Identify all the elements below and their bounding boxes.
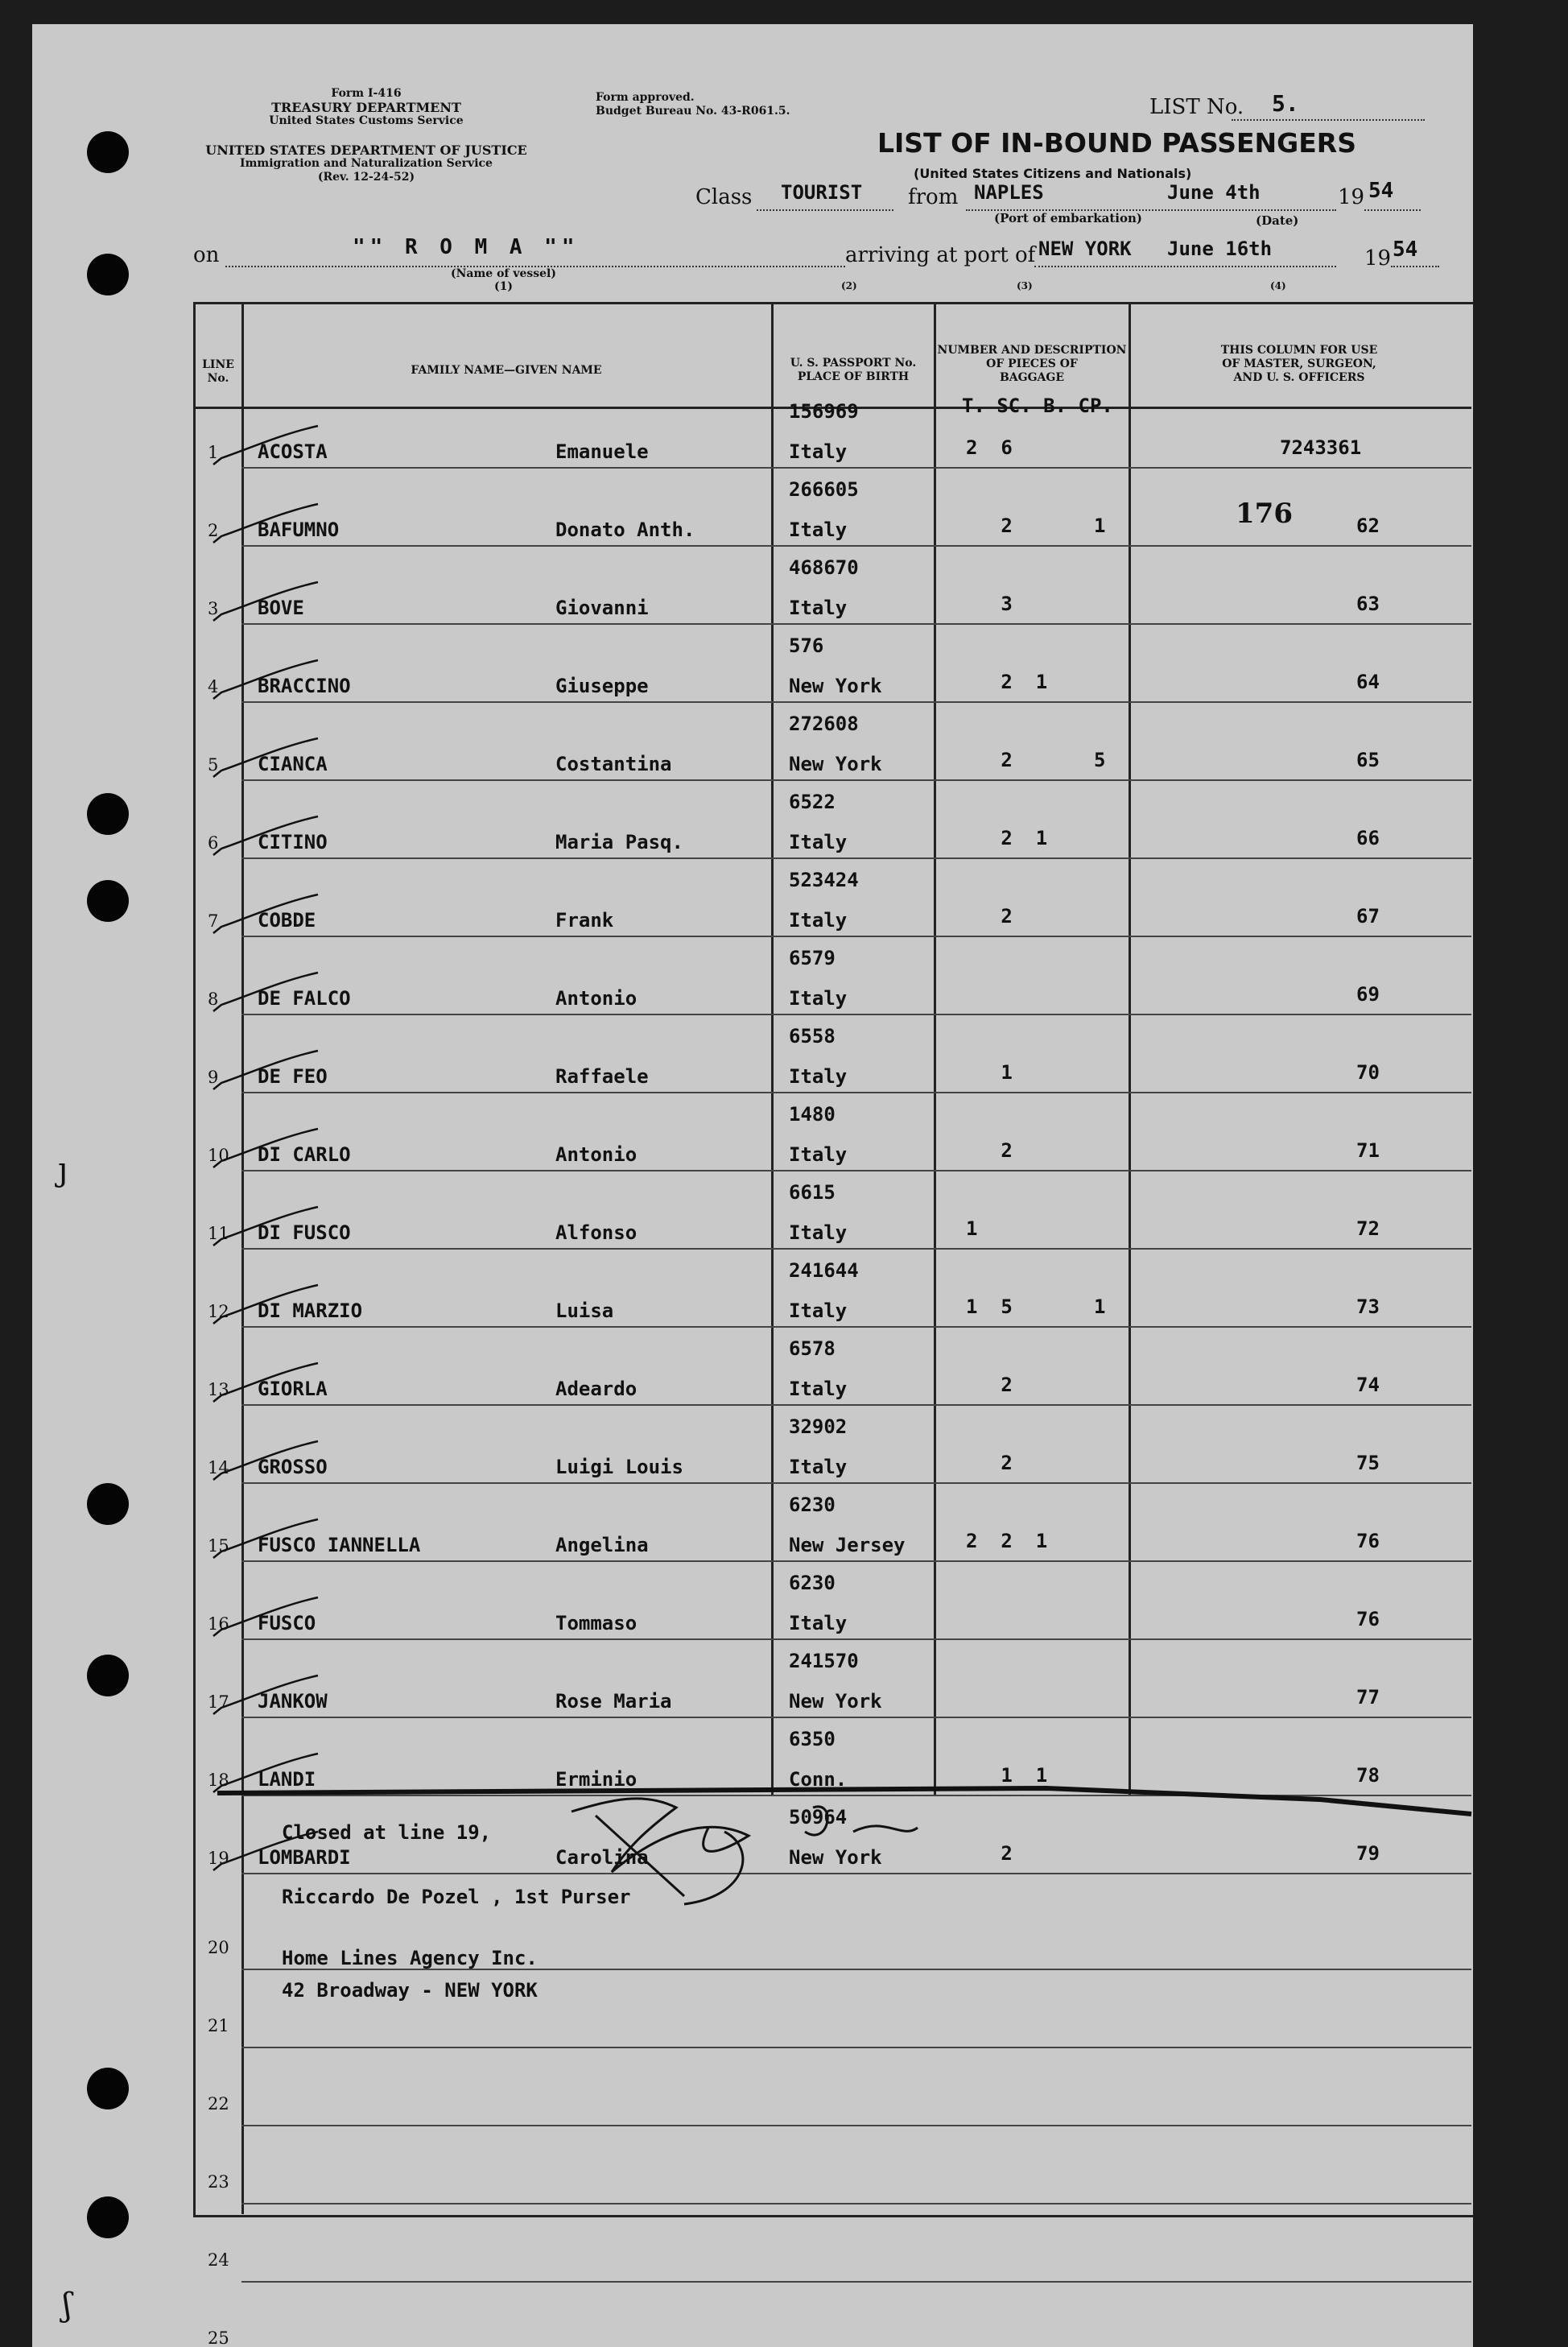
baggage-count: 1 [966,1217,978,1240]
row-number: 2 [208,521,219,540]
family-name: BOVE [258,597,304,619]
family-name: CIANCA [258,753,328,775]
family-name: COBDE [258,909,316,932]
col-num-2: (2) [841,280,857,291]
list-value: 5. [1272,90,1299,117]
row-number: 22 [208,2094,229,2114]
officer-note: 64 [1356,671,1380,693]
row-number: 7 [208,911,219,931]
officer-note: 63 [1356,593,1380,615]
row-number: 12 [208,1302,229,1321]
family-name: FUSCO [258,1612,316,1634]
vessel-caption: (Name of vessel) (1) [451,267,556,293]
binder-hole [87,1483,129,1525]
binder-hole [87,880,129,922]
place-of-birth: Italy [789,1221,848,1244]
given-name: Frank [555,909,614,932]
arriving-underline [1034,266,1336,267]
place-of-birth: Italy [789,1300,848,1322]
family-name: GIORLA [258,1378,328,1400]
class-value: TOURIST [781,181,863,204]
officer-note: 78 [1356,1764,1380,1787]
officer-note: 69 [1356,983,1380,1006]
place-of-birth: Italy [789,1065,848,1088]
place-of-birth: Italy [789,1143,848,1166]
row-number: 10 [208,1146,229,1165]
passport-number: 241570 [789,1650,859,1672]
row-number: 1 [208,443,219,462]
officer-note: 73 [1356,1295,1380,1318]
binder-hole [87,131,129,173]
passport-number: 6579 [789,947,836,969]
place-of-birth: Italy [789,831,848,853]
officer-annotation: 176 [1236,498,1293,530]
agency-line: Home Lines Agency Inc. [282,1947,538,1969]
row-number: 17 [208,1692,229,1712]
officer-note: 74 [1356,1374,1380,1396]
place-of-birth: Italy [789,987,848,1010]
col-head-name: FAMILY NAME—GIVEN NAME [411,364,602,377]
officer-note: 72 [1356,1217,1380,1240]
col-head-baggage: NUMBER AND DESCRIPTION OF PIECES OF BAGGAGE [937,344,1127,384]
place-of-birth: New York [789,1690,882,1713]
given-name: Carolina [555,1846,649,1869]
officer-note: 65 [1356,749,1380,771]
row-number: 5 [208,755,219,775]
col-num-4: (4) [1270,280,1286,291]
passenger-table [193,302,1473,2347]
binder-hole [87,2196,129,2238]
passport-number: 6522 [789,791,836,813]
baggage-count: 2 [966,1139,1013,1162]
place-of-birth: Italy [789,1378,848,1400]
on-label: on [193,243,220,267]
family-name: BAFUMNO [258,519,340,541]
closing-line: Closed at line 19, [282,1821,492,1844]
address-line: 42 Broadway - NEW YORK [282,1979,538,2002]
manifest-page [32,24,1473,2347]
passport-number: 1480 [789,1103,836,1126]
officer-note: 71 [1356,1139,1380,1162]
baggage-count: 1 1 [966,1764,1048,1787]
binder-hole [87,1655,129,1696]
passport-number: 468670 [789,556,859,579]
passport-number: 576 [789,634,824,657]
family-name: BRACCINO [258,675,351,697]
given-name: Giuseppe [555,675,649,697]
given-name: Antonio [555,987,638,1010]
passport-number: 50964 [789,1806,848,1828]
passport-number: 6230 [789,1494,836,1516]
binder-hole [87,2068,129,2109]
family-name: LANDI [258,1768,316,1791]
class-underline [757,209,893,211]
baggage-count: 1 5 1 [966,1295,1106,1318]
row-number: 13 [208,1380,229,1399]
passport-number: 6558 [789,1025,836,1047]
row-number: 8 [208,990,219,1009]
passport-number: 32902 [789,1415,848,1438]
signature-scribble [571,1799,918,1904]
baggage-type-header: T. SC. B. CP. [962,395,1113,417]
baggage-count: 2 1 [966,671,1048,693]
place-of-birth: Italy [789,1612,848,1634]
port-embark-caption: (Port of embarkation) [994,211,1142,225]
baggage-count: 2 [966,905,1013,928]
baggage-count: 2 5 [966,749,1106,771]
page-title: LIST OF IN-BOUND PASSENGERS [877,127,1356,159]
given-name: Luisa [555,1300,614,1322]
row-number: 15 [208,1536,229,1556]
given-name: Tommaso [555,1612,638,1634]
closing-rule [217,1788,1471,1814]
given-name: Maria Pasq. [555,831,683,853]
col-head-passport: U. S. PASSPORT No. PLACE OF BIRTH [790,357,917,383]
col-head-officers: THIS COLUMN FOR USE OF MASTER, SURGEON, AND U. S. OFFICERS [1220,344,1378,384]
row-number: 18 [208,1771,229,1790]
passport-number: 6615 [789,1181,836,1204]
row-number: 16 [208,1614,229,1634]
col-head-line-no: LINE No. [202,358,234,385]
form-block: Form I-416 TREASURY DEPARTMENT United States Customs Service [269,87,464,127]
passport-number: 6230 [789,1572,836,1594]
officer-note: 77 [1356,1686,1380,1709]
given-name: Adeardo [555,1378,638,1400]
row-number: 6 [208,833,219,853]
page-subtitle: (United States Citizens and Nationals) [914,166,1192,181]
officer-note: 66 [1356,827,1380,849]
place-of-birth: Italy [789,597,848,619]
row-number: 21 [208,2016,229,2035]
given-name: Antonio [555,1143,638,1166]
row-number: 24 [208,2250,229,2270]
place-of-birth: Conn. [789,1768,848,1791]
row-number: 20 [208,1938,229,1957]
date-caption: (Date) [1256,213,1299,228]
from-label: from [908,185,959,209]
place-of-birth: New Jersey [789,1534,906,1556]
baggage-count: 2 1 [966,827,1048,849]
officer-note: 76 [1356,1530,1380,1552]
row-number: 4 [208,677,219,696]
officer-note: 75 [1356,1452,1380,1474]
given-name: Erminio [555,1768,638,1791]
list-underline [1232,119,1425,121]
port-embark-value: NAPLES [974,181,1044,204]
place-of-birth: Italy [789,519,848,541]
year-underline-2 [1391,266,1439,267]
passport-number: 156969 [789,400,859,423]
officer-note: 62 [1356,514,1380,537]
passport-number: 6578 [789,1337,836,1360]
year-prefix-1: 19 [1338,185,1365,209]
place-of-birth: Italy [789,1456,848,1478]
family-name: LOMBARDI [258,1846,351,1869]
given-name: Raffaele [555,1065,649,1088]
col-num-3: (3) [1017,280,1033,291]
row-number: 3 [208,599,219,618]
given-name: Donato Anth. [555,519,695,541]
row-number: 23 [208,2172,229,2192]
purser-line: Riccardo De Pozel , 1st Purser [282,1886,631,1908]
officer-note: 7243361 [1280,436,1362,459]
given-name: Costantina [555,753,672,775]
passport-number: 6350 [789,1728,836,1750]
baggage-count: 3 [966,593,1013,615]
arrival-date-value: June 16th [1167,238,1273,260]
family-name: ACOSTA [258,440,328,463]
baggage-count: 2 2 1 [966,1530,1048,1552]
row-number: 11 [208,1224,229,1243]
list-label: LIST No. [1149,95,1244,119]
class-label: Class [695,185,753,209]
row-number: 14 [208,1458,229,1477]
officer-note: 76 [1356,1608,1380,1630]
date-embark-value: June 4th [1167,181,1261,204]
baggage-count: 1 [966,1061,1013,1084]
year-underline-1 [1364,209,1421,211]
row-number: 19 [208,1849,229,1868]
given-name: Angelina [555,1534,649,1556]
given-name: Rose Maria [555,1690,672,1713]
officer-note: 79 [1356,1842,1380,1865]
year-suffix-2: 54 [1393,238,1418,262]
vessel-value: "" R O M A "" [353,235,580,259]
family-name: DE FALCO [258,987,351,1010]
binder-hole [87,254,129,295]
passport-number: 241644 [789,1259,859,1282]
signature-drawing [193,302,1473,2214]
given-name: Emanuele [555,440,649,463]
family-name: DI FUSCO [258,1221,351,1244]
officer-note: 70 [1356,1061,1380,1084]
place-of-birth: New York [789,675,882,697]
officer-note: 67 [1356,905,1380,928]
approval-block: Form approved. Budget Bureau No. 43-R061.5. [596,91,790,118]
family-name: GROSSO [258,1456,328,1478]
family-name: DE FEO [258,1065,328,1088]
place-of-birth: New York [789,1846,882,1869]
family-name: DI MARZIO [258,1300,363,1322]
binder-hole [87,793,129,835]
arrival-port-value: NEW YORK [1038,238,1132,260]
year-prefix-2: 19 [1364,246,1392,271]
family-name: DI CARLO [258,1143,351,1166]
family-name: JANKOW [258,1690,328,1713]
family-name: CITINO [258,831,328,853]
row-number: 25 [208,2328,229,2347]
baggage-count: 2 [966,1374,1013,1396]
given-name: Alfonso [555,1221,638,1244]
place-of-birth: Italy [789,440,848,463]
margin-mark: ȷ [58,1151,68,1188]
row-rule [241,2281,1471,2283]
arriving-label: arriving at port of [845,243,1036,267]
place-of-birth: Italy [789,909,848,932]
doj-block: UNITED STATES DEPARTMENT OF JUSTICE Immigration and Naturalization Service (Rev. 12-24-52) [205,143,527,184]
baggage-count: 2 6 [966,436,1013,459]
year-suffix-1: 54 [1368,179,1394,203]
baggage-count: 2 1 [966,514,1106,537]
passport-number: 523424 [789,869,859,891]
family-name: FUSCO IANNELLA [258,1534,421,1556]
baggage-count: 2 [966,1452,1013,1474]
given-name: Giovanni [555,597,649,619]
passport-number: 266605 [789,478,859,501]
margin-mark: ʃ [63,2287,72,2324]
place-of-birth: New York [789,753,882,775]
given-name: Luigi Louis [555,1456,683,1478]
baggage-count: 2 [966,1842,1013,1865]
passport-number: 272608 [789,713,859,735]
row-number: 9 [208,1068,219,1087]
